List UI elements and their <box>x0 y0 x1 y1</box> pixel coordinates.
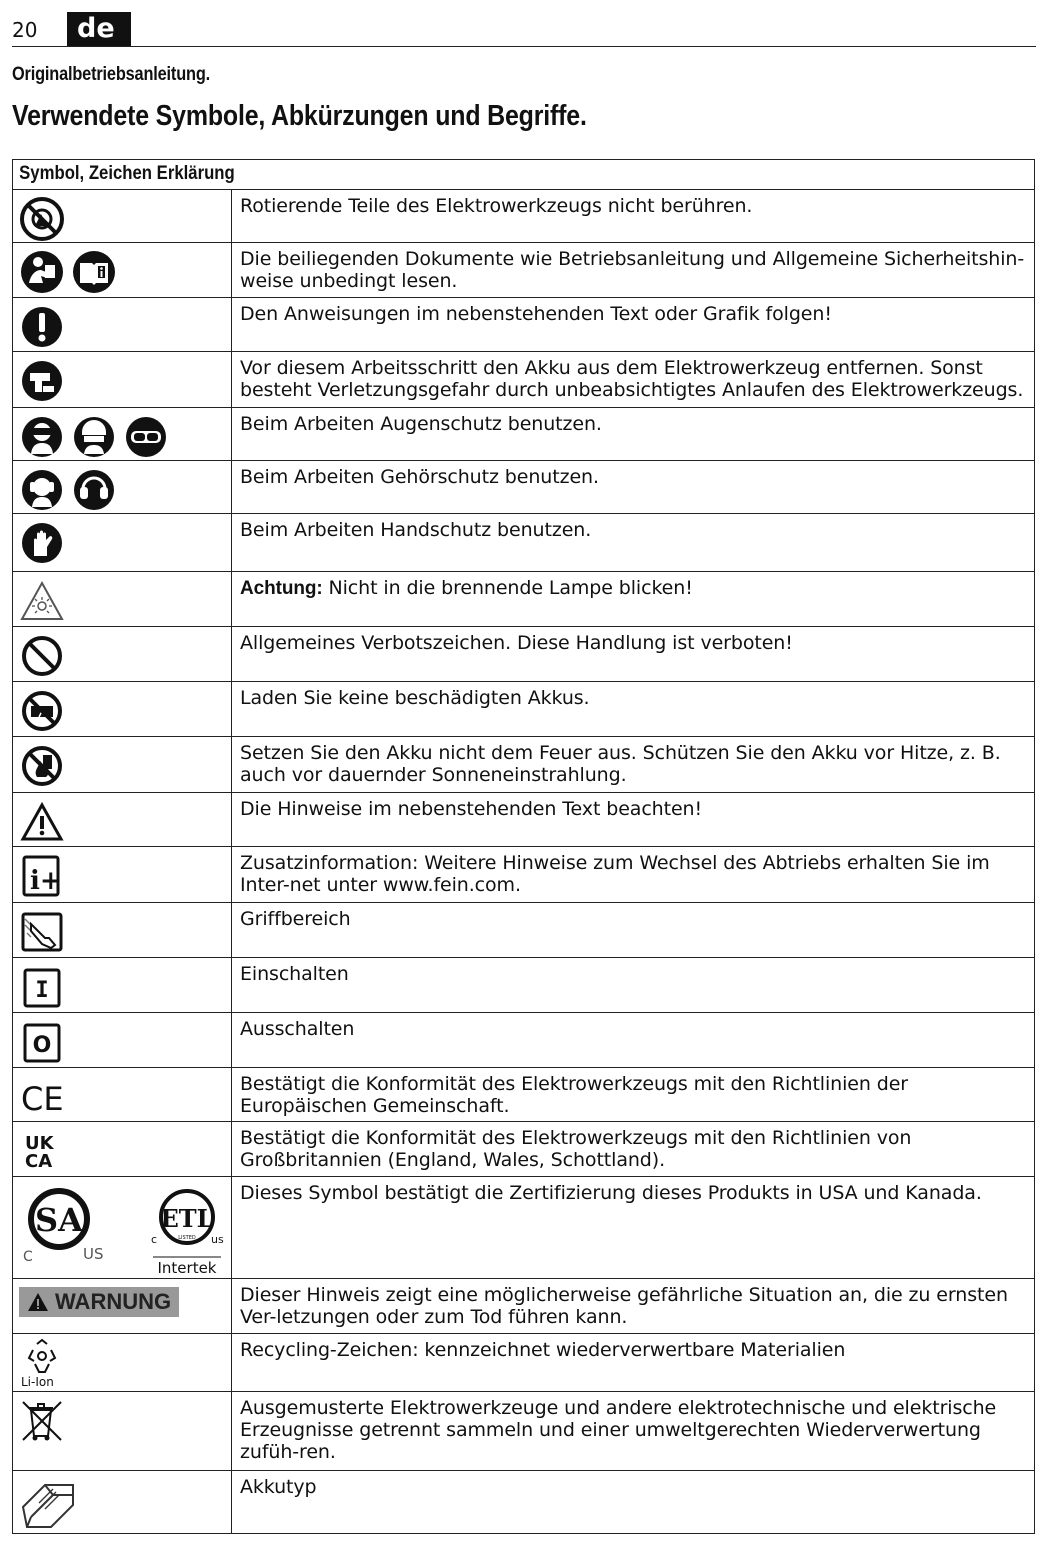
ce-mark-text: CE <box>21 1080 64 1118</box>
row-text: Allgemeines Verbotszeichen. Diese Handlung ist verboten! <box>232 627 1035 682</box>
row-text <box>232 572 1035 627</box>
row-text: Akkutyp <box>232 1471 1035 1534</box>
bright-light-warning-icon <box>19 578 65 624</box>
row-text: Beim Arbeiten Augenschutz benutzen. <box>232 408 1035 461</box>
page-number: 20 <box>12 18 38 42</box>
csa-letters: SA <box>35 1201 83 1239</box>
info-glyph: i+ <box>30 866 62 896</box>
manual-info-icon <box>71 249 117 295</box>
switch-on-icon <box>19 964 65 1010</box>
grip-area-icon <box>19 909 65 955</box>
attention-text: Nicht in die brennende Lampe blicken! <box>322 577 693 599</box>
warning-badge-text: WARNUNG <box>55 1289 172 1314</box>
eye-protection-icon <box>19 414 65 460</box>
no-touch-rotating-icon <box>19 196 65 242</box>
etl-letters: ETL <box>160 1204 214 1233</box>
csa-mark-icon <box>21 1181 113 1271</box>
attention-label: Achtung: <box>240 578 323 599</box>
switch-off-icon <box>19 1019 65 1065</box>
no-fire-battery-icon <box>19 743 65 789</box>
glove-icon <box>19 520 65 566</box>
page-header <box>12 10 1036 47</box>
mandatory-action-icon <box>19 304 65 350</box>
row-text: Beim Arbeiten Handschutz benutzen. <box>232 514 1035 572</box>
csa-c: C <box>23 1249 33 1265</box>
row-text: Ausschalten <box>232 1013 1035 1068</box>
earmuffs-icon <box>71 467 117 513</box>
prohibition-icon <box>19 633 65 679</box>
row-text: Den Anweisungen im nebenstehenden Text oder Grafik folgen! <box>232 298 1035 352</box>
ear-protection-icon <box>19 467 65 513</box>
symbols-table <box>12 159 1035 1534</box>
additional-info-icon <box>19 853 65 899</box>
language-tab: de <box>67 12 131 46</box>
warning-badge-icon <box>27 1292 49 1312</box>
row-text: Dieses Symbol bestätigt die Zertifizierung dieses Produkts in USA und Kanada. <box>232 1177 1035 1279</box>
etl-listed: LISTED <box>178 1235 196 1241</box>
row-text: Griffbereich <box>232 903 1035 958</box>
switch-off-glyph: O <box>32 1033 52 1058</box>
table-header-label: Symbol, Zeichen Erklärung <box>19 163 235 184</box>
etl-c: c <box>151 1233 158 1246</box>
no-damaged-battery-icon <box>19 688 65 734</box>
row-text: Setzen Sie den Akku nicht dem Feuer aus. Schützen Sie den Akku vor Hitze, z. B. auch vor dauernder Sonneneinstrahlung. <box>232 737 1035 793</box>
row-text: Die Hinweise im nebenstehenden Text beachten! <box>232 793 1035 847</box>
document-subtitle: Originalbetriebsanleitung. <box>12 64 211 85</box>
switch-on-glyph: I <box>35 978 49 1003</box>
row-text: Beim Arbeiten Gehörschutz benutzen. <box>232 461 1035 514</box>
safety-goggles-icon <box>123 414 169 460</box>
read-manual-icon <box>19 249 65 295</box>
ukca-mark-icon <box>19 1128 65 1174</box>
etl-us: us <box>211 1233 224 1246</box>
face-shield-icon <box>71 414 117 460</box>
etl-mark-icon <box>149 1181 225 1277</box>
ce-mark-icon <box>19 1074 65 1120</box>
row-text: Recycling-Zeichen: kennzeichnet wiederverwertbare Materialien <box>232 1334 1035 1392</box>
table-header <box>13 160 1035 190</box>
warning-triangle-icon <box>19 799 65 845</box>
row-text: Einschalten <box>232 958 1035 1013</box>
battery-pack-icon <box>19 1477 79 1533</box>
ukca-top: UK <box>25 1133 54 1154</box>
ukca-bottom: CA <box>25 1151 53 1172</box>
row-text: Bestätigt die Konformität des Elektrowerkzeugs mit den Richtlinien von Großbritannien (England, Wales, Schottland). <box>232 1122 1035 1177</box>
remove-battery-icon <box>19 358 65 404</box>
row-text: Die beiliegenden Dokumente wie Betriebsanleitung und Allgemeine Sicherheitshin-weise unbedingt lesen. <box>232 243 1035 298</box>
row-text: Bestätigt die Konformität des Elektrowerkzeugs mit den Richtlinien der Europäischen Gemeinschaft. <box>232 1068 1035 1122</box>
recycling-li-ion-icon <box>19 1338 65 1388</box>
li-ion-label: Li-Ion <box>21 1375 54 1388</box>
row-text: Vor diesem Arbeitsschritt den Akku aus dem Elektrowerkzeug entfernen. Sonst besteht Verletzungsgefahr durch unbeabsichtigtes Anlaufen des Elektrowerkzeugs. <box>232 352 1035 408</box>
row-text: Ausgemusterte Elektrowerkzeuge und andere elektrotechnische und elektrische Erzeugnisse getrennt sammeln und einer umweltgerechten Wiederverwertung zufüh-ren. <box>232 1392 1035 1471</box>
etl-brand: Intertek <box>157 1259 217 1277</box>
row-text: Dieser Hinweis zeigt eine möglicherweise gefährliche Situation an, die zu ernsten Ver-letzungen oder zum Tod führen kann. <box>232 1279 1035 1334</box>
section-title: Verwendete Symbole, Abkürzungen und Begriffe. <box>12 100 587 132</box>
row-text: Rotierende Teile des Elektrowerkzeugs nicht berühren. <box>232 190 1035 243</box>
csa-us: US <box>83 1245 104 1263</box>
warning-badge <box>19 1287 179 1317</box>
row-text: Laden Sie keine beschädigten Akkus. <box>232 682 1035 737</box>
row-text: Zusatzinformation: Weitere Hinweise zum Wechsel des Abtriebs erhalten Sie im Inter-net unter www.fein.com. <box>232 847 1035 903</box>
weee-crossed-bin-icon <box>19 1398 65 1444</box>
